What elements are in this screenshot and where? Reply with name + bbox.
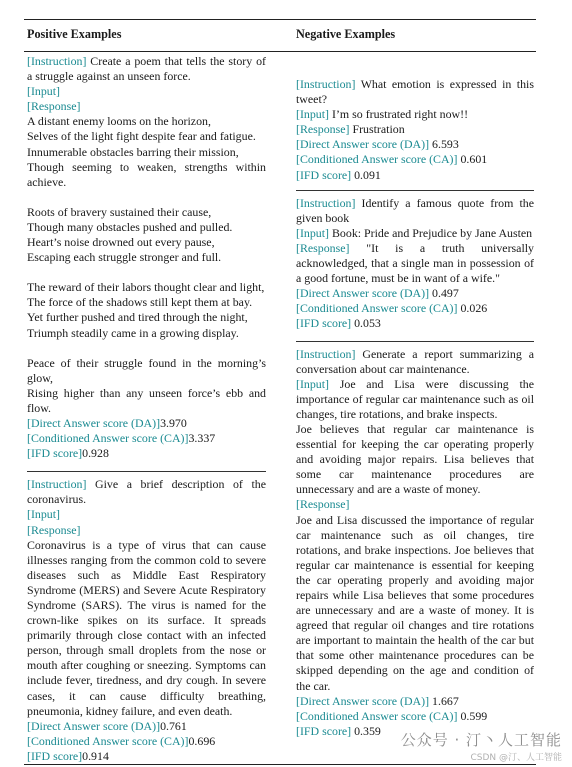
- ifd-tag: [IFD score]: [27, 446, 83, 461]
- poem-line: Though many obstacles pushed and pulled.: [27, 219, 233, 234]
- poem: [27, 114, 266, 416]
- response-text: "It is a truth universally acknowledged, that a single man in possession of a good fortune, must be in want of a wife.": [296, 240, 534, 286]
- example-divider: [296, 341, 534, 342]
- bottom-rule: [24, 764, 536, 765]
- da-tag: [Direct Answer score (DA)]: [27, 718, 161, 733]
- watermark: [401, 729, 562, 763]
- negative-example-3: [296, 347, 534, 739]
- ca-tag: [Conditioned Answer score (CA)]: [296, 301, 458, 316]
- poem-line: The force of the shadows still kept them at bay.: [27, 295, 253, 310]
- poem-line: Rising higher than any unseen force’s ebb and flow.: [27, 385, 266, 415]
- ca-tag: [Conditioned Answer score (CA)]: [296, 708, 458, 723]
- ca-value: 0.599: [457, 708, 488, 723]
- ifd-value: 0.914: [82, 748, 109, 763]
- ca-tag: [Conditioned Answer score (CA)]: [296, 152, 458, 167]
- ca-value: 0.026: [457, 301, 488, 316]
- ifd-value: 0.053: [351, 316, 381, 331]
- response-text: Coronavirus is a type of virus that can cause illnesses ranging from the common cold to severe diseases such as Middle East Respiratory Syndrome (MERS) and Severe Acute Respiratory Syndrome (SARS). The virus is named for the crown-like spikes on its surface. It spreads primarily through close contact with an infected person, through small droplets from the nose or mouth after coughing or sneezing. Symptoms can include fever, tiredness, and dry cough. In severe cases, it can cause difficulty breathing, pneumonia, kidney failure, and even death.: [27, 537, 266, 718]
- ca-value: 0.696: [188, 733, 216, 748]
- example-divider: [296, 190, 534, 191]
- poem-line: Yet further pushed and tired through the night,: [27, 310, 248, 325]
- da-value: 0.761: [160, 718, 187, 733]
- ifd-value: 0.928: [82, 446, 109, 461]
- response-text: Joe and Lisa discussed the importance of regular car maintenance such as oil changes, tire rotations, and brake inspections. Joe believes that regular car maintenance is essential for keeping the car operating properly and avoiding major repairs while Lisa believes that some procedures are unnecessary and are a waste of money. It is agreed that regular oil changes and tire rotations are important to maintain the health of the car but that some other maintenance procedures can be skipped depending on the age and condition of the car.: [296, 512, 534, 693]
- da-value: 6.593: [429, 137, 459, 152]
- response-tag: [Response]: [296, 497, 350, 512]
- instruction-tag: [Instruction]: [27, 54, 87, 68]
- ifd-tag: [IFD score]: [296, 167, 352, 182]
- instruction-tag: [Instruction]: [27, 477, 87, 492]
- input-text: Book: Pride and Prejudice by Jane Austen: [329, 225, 533, 240]
- response-tag: [Response]: [27, 522, 81, 537]
- negative-column: [296, 77, 534, 739]
- ca-tag: [Conditioned Answer score (CA)]: [27, 733, 189, 748]
- da-value: 1.667: [429, 693, 459, 708]
- poem-line: Heart’s noise drowned out every pause,: [27, 235, 215, 250]
- positive-example-2: [27, 477, 266, 764]
- response-tag: [Response]: [27, 99, 81, 114]
- input-tag: [Input]: [296, 225, 330, 240]
- input-tag: [Input]: [27, 84, 61, 99]
- ifd-value: 0.091: [351, 167, 381, 182]
- input-text: Joe and Lisa were discussing the importance of regular car maintenance such as oil changes, tire rotations, and brake inspects.: [296, 376, 534, 421]
- ifd-value: 0.359: [351, 723, 381, 738]
- input-text-continued: Joe believes that regular car maintenance is essential for keeping the car operating properly and avoiding major repairs. Lisa believes that some car maintenance procedures are unnecessary and are a waste of money.: [296, 421, 534, 497]
- poem-line: The reward of their labors thought clear and light,: [27, 280, 265, 295]
- example-divider: [27, 471, 266, 472]
- poem-line: Peace of their struggle found in the morning’s glow,: [27, 355, 266, 385]
- input-tag: [Input]: [27, 507, 61, 522]
- response-text: Frustration: [349, 122, 405, 137]
- poem-line: Roots of bravery sustained their cause,: [27, 204, 212, 219]
- da-tag: [Direct Answer score (DA)]: [296, 137, 430, 152]
- poem-line: Escaping each struggle stronger and full.: [27, 250, 222, 265]
- da-value: 3.970: [160, 415, 187, 430]
- negative-example-2: [296, 196, 534, 332]
- input-tag: [Input]: [296, 107, 330, 122]
- instruction-text: Give a brief description of the coronavirus.: [27, 477, 266, 507]
- watermark-line-2: CSDN @汀、人工智能: [470, 753, 562, 763]
- header-negative: Negative Examples: [296, 27, 396, 41]
- input-tag: [Input]: [296, 376, 330, 391]
- header-rule: [24, 51, 536, 52]
- ifd-tag: [IFD score]: [296, 723, 352, 738]
- instruction-text: What emotion is expressed in this tweet?: [296, 77, 534, 107]
- instruction-tag: [Instruction]: [296, 346, 356, 361]
- top-rule: [24, 19, 536, 20]
- instruction-text: Create a poem that tells the story of a struggle against an unseen force.: [27, 54, 266, 84]
- poem-line: A distant enemy looms on the horizon,: [27, 114, 211, 129]
- instruction-text: Generate a report summarizing a conversation about car maintenance.: [296, 346, 534, 376]
- response-tag: [Response]: [296, 122, 350, 137]
- ifd-tag: [IFD score]: [296, 316, 352, 331]
- header-positive: Positive Examples: [27, 27, 122, 41]
- poem-line: Selves of the light fight despite fear and fatigue.: [27, 129, 256, 144]
- ca-value: 0.601: [457, 152, 488, 167]
- da-tag: [Direct Answer score (DA)]: [296, 693, 430, 708]
- instruction-text: Identify a famous quote from the given book: [296, 195, 534, 225]
- poem-line: Though seeming to weaken, strengths within achieve.: [27, 159, 266, 189]
- positive-example-1: [27, 54, 266, 461]
- instruction-tag: [Instruction]: [296, 77, 356, 91]
- input-text: I’m so frustrated right now!!: [329, 107, 469, 122]
- da-value: 0.497: [429, 286, 459, 301]
- ca-value: 3.337: [188, 431, 216, 446]
- da-tag: [Direct Answer score (DA)]: [27, 415, 161, 430]
- poem-line: Triumph steadily came in a growing display.: [27, 325, 239, 340]
- ifd-tag: [IFD score]: [27, 748, 83, 763]
- negative-example-1: [296, 77, 534, 183]
- watermark-line-1: 公众号 · 汀丶人工智能: [400, 731, 562, 749]
- poem-line: Innumerable obstacles barring their mission,: [27, 144, 239, 159]
- da-tag: [Direct Answer score (DA)]: [296, 286, 430, 301]
- positive-column: [27, 54, 266, 764]
- response-tag: [Response]: [296, 240, 350, 255]
- instruction-tag: [Instruction]: [296, 195, 356, 210]
- ca-tag: [Conditioned Answer score (CA)]: [27, 431, 189, 446]
